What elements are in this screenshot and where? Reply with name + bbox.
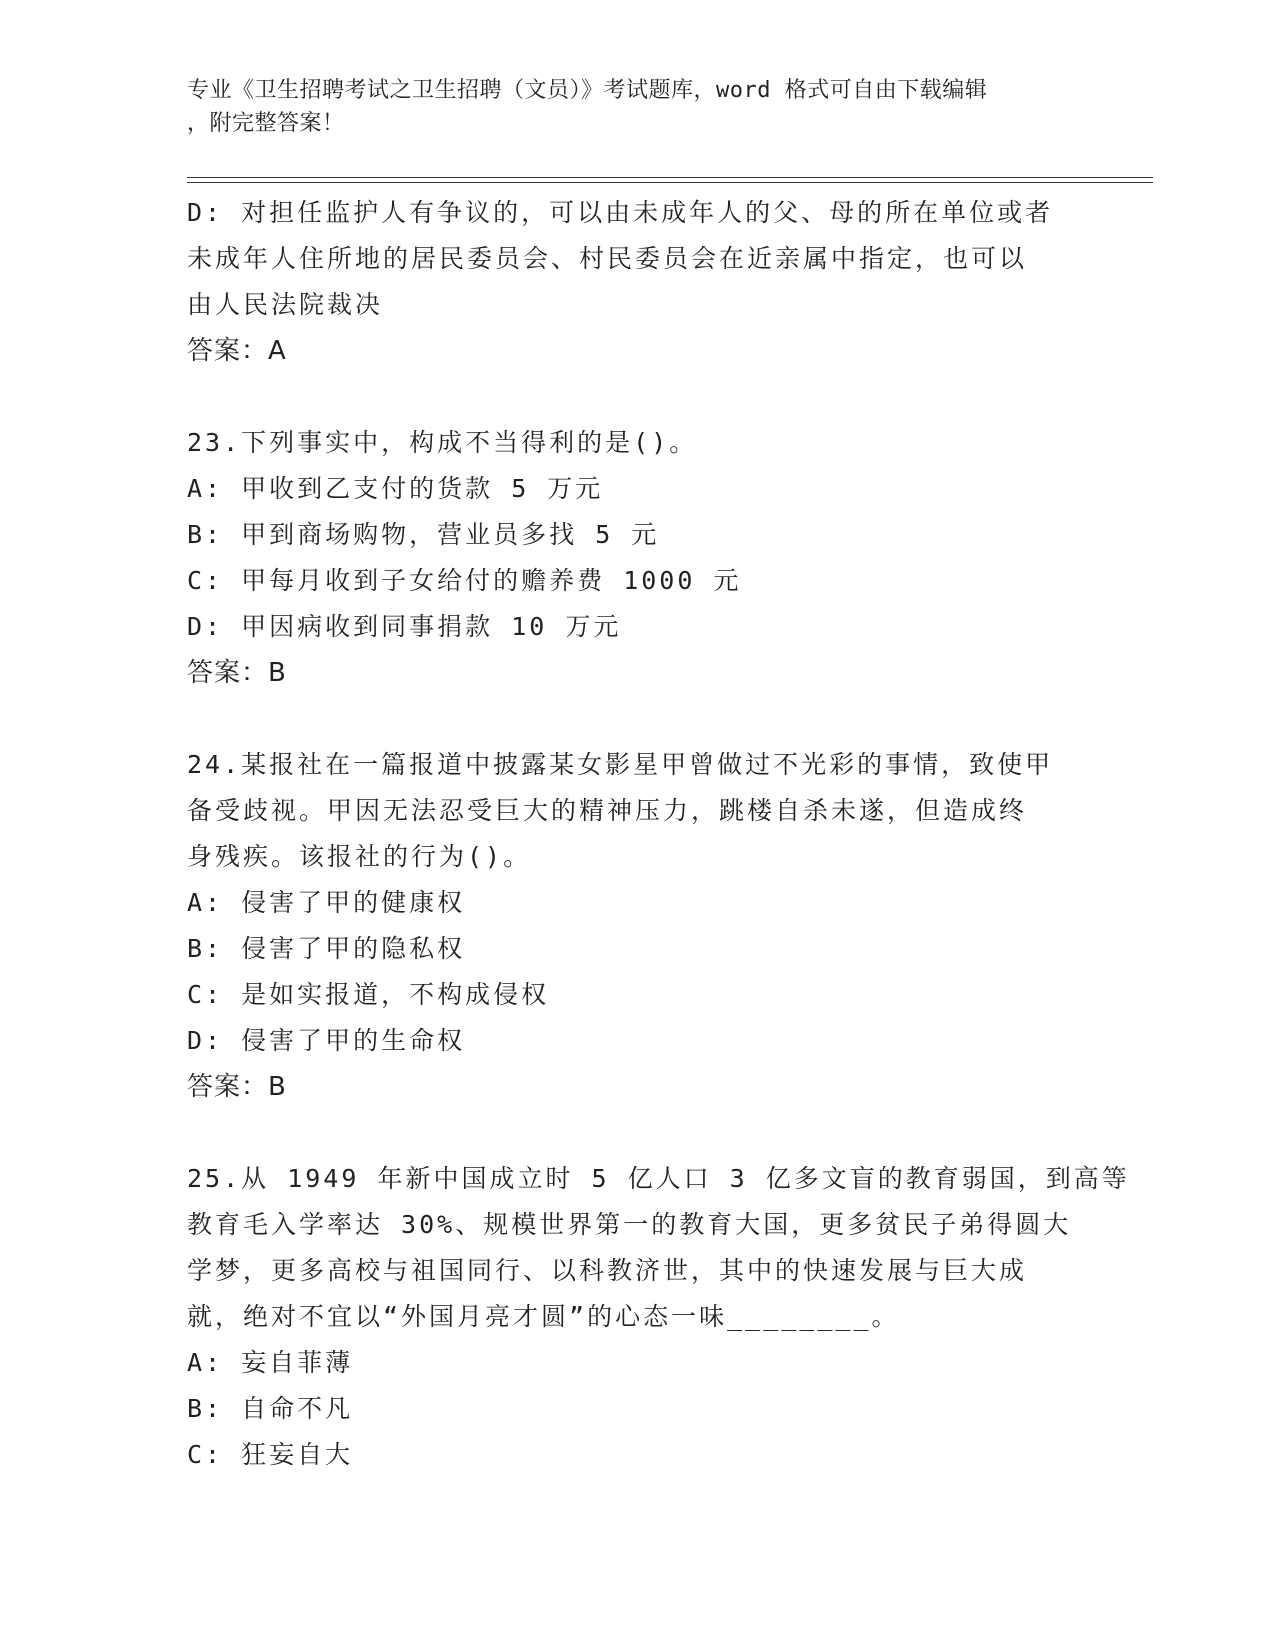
q24-option-d: D: 侵害了甲的生命权: [187, 1026, 466, 1055]
q22-option-d-line-2: 未成年人住所地的居民委员会、村民委员会在近亲属中指定，也可以: [187, 244, 1028, 273]
question-25: [187, 1156, 1130, 1478]
q24-answer: 答案：B: [187, 1072, 287, 1102]
header-line-2: ，附完整答案！: [187, 111, 345, 136]
q25-stem-line-1: 25.从 1949 年新中国成立时 5 亿人口 3 亿多文盲的教育弱国，到高等: [187, 1164, 1130, 1193]
header-divider-bottom: [187, 182, 1153, 183]
q23-answer: 答案：B: [187, 658, 287, 688]
q22-option-d-line-3: 由人民法院裁决: [187, 290, 384, 319]
q25-option-c: C: 狂妄自大: [187, 1440, 354, 1469]
q23-option-a: A: 甲收到乙支付的货款 5 万元: [187, 474, 604, 503]
question-23: [187, 420, 1087, 696]
q25-option-b: B: 自命不凡: [187, 1394, 354, 1423]
q24-option-b: B: 侵害了甲的隐私权: [187, 934, 466, 963]
q22-answer: 答案：A: [187, 336, 287, 366]
q25-option-a: A: 妄自菲薄: [187, 1348, 354, 1377]
question-22-tail: [187, 190, 1087, 374]
q24-option-c: C: 是如实报道，不构成侵权: [187, 980, 550, 1009]
q23-stem: 23.下列事实中，构成不当得利的是()。: [187, 428, 698, 457]
q25-stem-line-3: 学梦，更多高校与祖国同行、以科教济世，其中的快速发展与巨大成: [187, 1256, 1028, 1285]
q23-option-c: C: 甲每月收到子女给付的赡养费 1000 元: [187, 566, 742, 595]
document-header: [187, 74, 1067, 140]
spacer: [187, 696, 1087, 742]
q24-stem-line-1: 24.某报社在一篇报道中披露某女影星甲曾做过不光彩的事情，致使甲: [187, 750, 1054, 779]
spacer: [187, 1110, 1087, 1156]
q24-option-a: A: 侵害了甲的健康权: [187, 888, 466, 917]
header-line-1: 专业《卫生招聘考试之卫生招聘（文员）》考试题库，word 格式可自由下载编辑: [187, 78, 988, 103]
q23-option-b: B: 甲到商场购物，营业员多找 5 元: [187, 520, 660, 549]
q24-stem-line-3: 身残疾。该报社的行为()。: [187, 842, 532, 871]
q22-option-d-line-1: D: 对担任监护人有争议的，可以由未成年人的父、母的所在单位或者: [187, 198, 1054, 227]
document-body: [187, 190, 1130, 1478]
header-divider-top: [187, 177, 1153, 178]
q23-option-d: D: 甲因病收到同事捐款 10 万元: [187, 612, 622, 641]
q24-stem-line-2: 备受歧视。甲因无法忍受巨大的精神压力，跳楼自杀未遂，但造成终: [187, 796, 1028, 825]
question-24: [187, 742, 1087, 1110]
q25-stem-line-2: 教育毛入学率达 30%、规模世界第一的教育大国，更多贫民子弟得圆大: [187, 1210, 1072, 1239]
q25-stem-line-4: 就，绝对不宜以“外国月亮才圆”的心态一味________。: [187, 1302, 900, 1331]
spacer: [187, 374, 1087, 420]
